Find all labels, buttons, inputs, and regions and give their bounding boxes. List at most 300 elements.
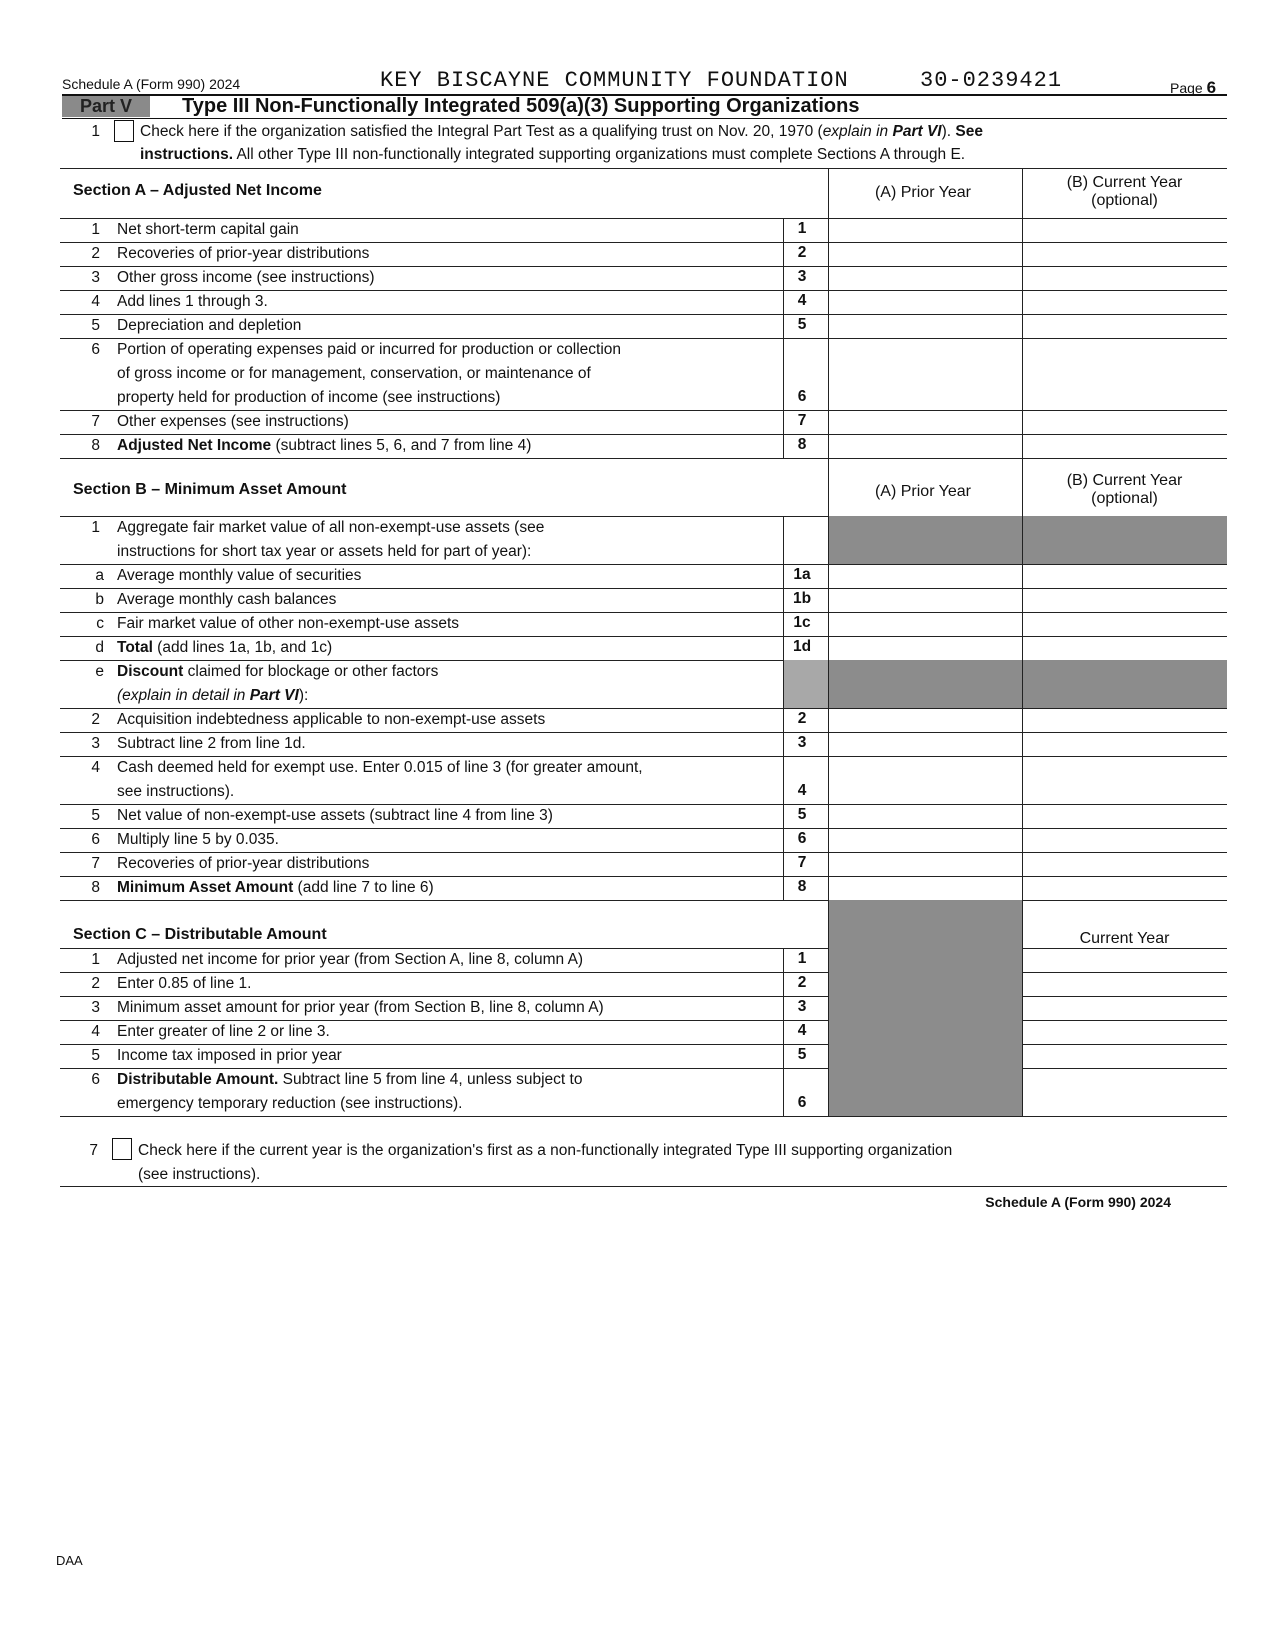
current-year-amount-field[interactable] <box>1024 339 1225 409</box>
section-a-row-text <box>117 293 268 311</box>
part-title: Type III Non-Functionally Integrated 509(a)(3) Supporting Organizations <box>182 95 860 117</box>
col-divider <box>1022 972 1023 996</box>
section-a-row-text <box>117 389 500 407</box>
section-c-col: Current Year <box>1079 930 1170 947</box>
current-year-amount-field[interactable] <box>1024 973 1225 995</box>
col-divider <box>828 242 829 266</box>
section-a-row-text <box>117 269 375 287</box>
col-b-optional: (optional) <box>1091 490 1158 507</box>
current-year-amount-field[interactable] <box>1024 411 1225 433</box>
section-b-row-segment: ): <box>298 687 309 704</box>
col-divider <box>783 972 784 996</box>
current-year-amount-field[interactable] <box>1024 757 1225 803</box>
col-divider <box>1022 660 1023 708</box>
section-a-col-a: (A) Prior Year <box>874 184 972 201</box>
col-divider <box>828 434 829 458</box>
prior-year-amount-field[interactable] <box>830 709 1020 731</box>
line-ref: 5 <box>797 806 807 823</box>
col-divider <box>828 1020 829 1044</box>
col-divider <box>783 828 784 852</box>
col-divider <box>783 1020 784 1044</box>
section-c-row-segment: Subtract line 5 from line 4, unless subject to <box>278 1071 583 1088</box>
prior-year-amount-field[interactable] <box>830 757 1020 803</box>
line-ref: 1b <box>792 590 812 607</box>
col-divider <box>1022 900 1023 948</box>
line-ref: 2 <box>797 244 807 261</box>
divider <box>60 168 1227 169</box>
col-divider <box>828 564 829 588</box>
current-year-amount-field[interactable] <box>1024 637 1225 659</box>
section-a-row-text <box>117 221 299 239</box>
current-year-amount-field[interactable] <box>1024 1069 1225 1115</box>
section-c-row-segment: Enter 0.85 of line 1. <box>117 975 252 992</box>
prior-year-amount-field[interactable] <box>830 243 1020 265</box>
current-year-amount-field[interactable] <box>1024 877 1225 899</box>
col-divider <box>783 660 784 708</box>
section-b-row-text <box>117 735 306 753</box>
section-a-row-segment: Depreciation and depletion <box>117 317 302 334</box>
shaded-cell <box>828 900 1022 948</box>
shaded-cell <box>828 972 1022 996</box>
line1-text-2 <box>140 146 965 164</box>
section-b-row-segment: Minimum Asset Amount <box>117 879 294 896</box>
line-ref: 1 <box>797 220 807 237</box>
col-divider <box>783 948 784 972</box>
prior-year-amount-field[interactable] <box>830 853 1020 875</box>
col-divider <box>1022 708 1023 732</box>
row-divider <box>60 458 1227 459</box>
section-a-row-segment: Adjusted Net Income <box>117 437 272 454</box>
col-divider <box>783 1068 784 1116</box>
col-divider <box>783 804 784 828</box>
section-c-row-segment: Enter greater of line 2 or line 3. <box>117 1023 330 1040</box>
col-divider <box>828 290 829 314</box>
section-b-row-text <box>117 591 336 609</box>
section-b-row-segment: Recoveries of prior-year distributions <box>117 855 370 872</box>
section-b-row-segment: Discount <box>117 663 184 680</box>
current-year-amount-field[interactable] <box>1024 853 1225 875</box>
current-year-amount-field[interactable] <box>1024 565 1225 587</box>
col-divider <box>783 242 784 266</box>
col-divider <box>1022 588 1023 612</box>
section-a-row-text <box>117 341 621 359</box>
section-b-row-text <box>117 543 531 561</box>
line-ref: 8 <box>797 436 807 453</box>
col-divider <box>828 168 829 218</box>
line-ref: 4 <box>797 292 807 309</box>
col-divider <box>828 1068 829 1116</box>
shaded-cell <box>1022 516 1227 564</box>
section-b-row-text <box>117 687 308 705</box>
line-ref: 5 <box>797 316 807 333</box>
section-a-row-segment: Other gross income (see instructions) <box>117 269 375 286</box>
line7-text-2: (see instructions). <box>138 1166 261 1183</box>
section-b-row-text <box>117 663 438 681</box>
col-divider <box>828 410 829 434</box>
line-ref: 1d <box>792 638 812 655</box>
line1-text-a: Check here if the organization satisfied the Integral Part Test as a qualifying trust on Nov. 20, 1970 ( <box>140 123 823 140</box>
col-divider <box>828 756 829 804</box>
col-divider <box>828 876 829 900</box>
current-year-amount-field[interactable] <box>1024 435 1225 457</box>
section-b-row-segment: Average monthly value of securities <box>117 567 362 584</box>
organization-name: KEY BISCAYNE COMMUNITY FOUNDATION <box>380 68 849 93</box>
section-b-row-text <box>117 759 643 777</box>
col-divider <box>828 612 829 636</box>
section-b-row-segment: Multiply line 5 by 0.035. <box>117 831 279 848</box>
page-label: Page <box>1170 80 1203 96</box>
line-number: 7 <box>91 855 100 872</box>
section-b-row-text <box>117 807 553 825</box>
section-b-row-segment: (add lines 1a, 1b, and 1c) <box>152 639 333 656</box>
col-divider <box>783 1044 784 1068</box>
line-ref: 4 <box>797 1022 807 1039</box>
line-number: b <box>95 591 104 608</box>
current-year-amount-field[interactable] <box>1024 219 1225 241</box>
section-b-row-segment: (add line 7 to line 6) <box>293 879 434 896</box>
shaded-cell <box>828 516 1022 564</box>
daa-label: DAA <box>56 1553 83 1568</box>
current-year-amount-field[interactable] <box>1024 1045 1225 1067</box>
prior-year-amount-field[interactable] <box>830 877 1020 899</box>
line-number: 4 <box>91 759 100 776</box>
section-a-row-segment: Recoveries of prior-year distributions <box>117 245 370 262</box>
section-b-col-a: (A) Prior Year <box>874 483 972 500</box>
col-b-optional: (optional) <box>1091 192 1158 209</box>
current-year-amount-field[interactable] <box>1024 805 1225 827</box>
col-divider <box>828 266 829 290</box>
col-divider <box>828 636 829 660</box>
current-year-amount-field[interactable] <box>1024 613 1225 635</box>
col-divider <box>1022 612 1023 636</box>
col-divider <box>828 458 829 516</box>
current-year-amount-field[interactable] <box>1024 1021 1225 1043</box>
section-b-row-text <box>117 711 545 729</box>
section-b-row-text <box>117 855 369 873</box>
section-b-row-text <box>117 783 234 801</box>
section-c-row-text <box>117 1023 330 1041</box>
section-c-row-segment: Income tax imposed in prior year <box>117 1047 342 1064</box>
section-a-title: Section A – Adjusted Net Income <box>73 182 322 199</box>
footer-form-label: Schedule A (Form 990) 2024 <box>985 1194 1171 1210</box>
line-number: 1 <box>91 951 100 968</box>
section-b-row-text <box>117 567 361 585</box>
shaded-cell <box>1022 660 1227 708</box>
current-year-amount-field[interactable] <box>1024 949 1225 971</box>
row-divider <box>60 1116 1227 1117</box>
line-number: 7 <box>91 413 100 430</box>
col-divider <box>828 588 829 612</box>
col-divider <box>1022 218 1023 242</box>
row-divider <box>60 900 1227 901</box>
section-b-row-segment: (explain in detail in <box>117 687 250 704</box>
current-year-amount-field[interactable] <box>1024 291 1225 313</box>
col-divider <box>783 434 784 458</box>
shaded-cell <box>783 660 828 708</box>
prior-year-amount-field[interactable] <box>830 291 1020 313</box>
line-number: 4 <box>91 1023 100 1040</box>
col-divider <box>783 410 784 434</box>
col-divider <box>783 218 784 242</box>
col-divider <box>1022 636 1023 660</box>
current-year-amount-field[interactable] <box>1024 267 1225 289</box>
section-a-row-segment: Add lines 1 through 3. <box>117 293 268 310</box>
section-b-row-segment: Part VI <box>249 687 299 704</box>
prior-year-amount-field[interactable] <box>830 315 1020 337</box>
line-ref: 8 <box>797 878 807 895</box>
shaded-cell <box>828 996 1022 1020</box>
col-divider <box>1022 1068 1023 1116</box>
line-ref: 3 <box>797 268 807 285</box>
line-number: 7 <box>89 1142 98 1159</box>
col-divider <box>828 516 829 564</box>
col-divider <box>1022 434 1023 458</box>
line1-text-b: All other Type III non-functionally integrated supporting organizations must complete Sections A through E. <box>233 146 966 163</box>
col-divider <box>783 588 784 612</box>
col-divider <box>783 564 784 588</box>
line-ref: 6 <box>797 830 807 847</box>
section-b-row-segment: Acquisition indebtedness applicable to non-exempt-use assets <box>117 711 546 728</box>
col-divider <box>783 612 784 636</box>
line-ref: 3 <box>797 734 807 751</box>
line-number: a <box>95 567 104 584</box>
col-divider <box>1022 756 1023 804</box>
section-c-title: Section C – Distributable Amount <box>73 926 327 943</box>
section-c-row-text <box>117 951 583 969</box>
line1-text-see: See <box>955 123 983 140</box>
shaded-cell <box>828 1044 1022 1068</box>
line-number: 2 <box>91 245 100 262</box>
line-ref: 4 <box>797 782 807 799</box>
section-b-row-segment: Total <box>117 639 153 656</box>
page-number-value: 6 <box>1206 78 1217 97</box>
line-number: 5 <box>91 807 100 824</box>
current-year-amount-field[interactable] <box>1024 315 1225 337</box>
section-c-row-text <box>117 999 604 1017</box>
section-c-row-text <box>117 1095 462 1113</box>
line-number: 6 <box>91 831 100 848</box>
prior-year-amount-field[interactable] <box>830 613 1020 635</box>
col-divider <box>1022 458 1023 516</box>
section-a-col-b <box>1022 174 1227 210</box>
col-divider <box>783 876 784 900</box>
current-year-amount-field[interactable] <box>1024 829 1225 851</box>
current-year-amount-field[interactable] <box>1024 709 1225 731</box>
line-number: c <box>96 615 104 632</box>
col-divider <box>1022 1044 1023 1068</box>
prior-year-amount-field[interactable] <box>830 829 1020 851</box>
line-number: 1 <box>91 123 100 140</box>
section-c-row-segment: Distributable Amount. <box>117 1071 279 1088</box>
shaded-cell <box>828 1020 1022 1044</box>
section-b-col-b <box>1022 472 1227 508</box>
form-label: Schedule A (Form 990) 2024 <box>62 76 241 92</box>
section-a-row-segment: Net short-term capital gain <box>117 221 299 238</box>
col-divider <box>1022 266 1023 290</box>
col-divider <box>783 266 784 290</box>
prior-year-amount-field[interactable] <box>830 267 1020 289</box>
section-b-row-text <box>117 879 434 897</box>
line-ref: 1c <box>793 614 811 631</box>
line-ref: 2 <box>797 974 807 991</box>
section-a-row-segment: Portion of operating expenses paid or incurred for production or collection <box>117 341 622 358</box>
col-divider <box>828 708 829 732</box>
line-number: d <box>95 639 104 656</box>
col-divider <box>828 852 829 876</box>
section-c-row-text <box>117 1047 342 1065</box>
current-year-amount-field[interactable] <box>1024 733 1225 755</box>
col-divider <box>828 972 829 996</box>
col-divider <box>1022 1020 1023 1044</box>
col-divider <box>783 996 784 1020</box>
shaded-cell <box>828 948 1022 972</box>
prior-year-amount-field[interactable] <box>830 435 1020 457</box>
col-divider <box>1022 168 1023 218</box>
section-c-row-segment: Adjusted net income for prior year (from Section A, line 8, column A) <box>117 951 584 968</box>
shaded-cell <box>828 660 1022 708</box>
section-b-row-text <box>117 831 279 849</box>
line1-text-end: ). <box>941 123 956 140</box>
section-a-row-text <box>117 245 369 263</box>
col-divider <box>783 516 784 564</box>
line-number: 8 <box>91 437 100 454</box>
line-number: 2 <box>91 975 100 992</box>
col-divider <box>783 338 784 410</box>
col-divider <box>828 218 829 242</box>
divider <box>60 1186 1227 1187</box>
section-c-row-text <box>117 1071 582 1089</box>
prior-year-amount-field[interactable] <box>830 733 1020 755</box>
prior-year-amount-field[interactable] <box>830 805 1020 827</box>
prior-year-amount-field[interactable] <box>830 589 1020 611</box>
col-divider <box>783 732 784 756</box>
section-b-row-segment: claimed for blockage or other factors <box>183 663 439 680</box>
prior-year-amount-field[interactable] <box>830 565 1020 587</box>
section-c-row-segment: emergency temporary reduction (see instructions). <box>117 1095 463 1112</box>
col-divider <box>783 636 784 660</box>
col-divider <box>1022 828 1023 852</box>
col-divider <box>828 900 829 948</box>
line-number: 3 <box>91 999 100 1016</box>
col-divider <box>1022 852 1023 876</box>
section-a-row-text <box>117 317 301 335</box>
col-b-title: (B) Current Year <box>1066 174 1183 191</box>
section-a-row-text <box>117 365 591 383</box>
section-b-row-segment: Average monthly cash balances <box>117 591 337 608</box>
section-b-row-segment: Subtract line 2 from line 1d. <box>117 735 306 752</box>
current-year-amount-field[interactable] <box>1024 997 1225 1019</box>
section-b-row-segment: instructions for short tax year or assets held for part of year): <box>117 543 532 560</box>
line-number: 3 <box>91 269 100 286</box>
col-divider <box>1022 564 1023 588</box>
prior-year-amount-field[interactable] <box>830 219 1020 241</box>
prior-year-amount-field[interactable] <box>830 339 1020 409</box>
line-ref: 5 <box>797 1046 807 1063</box>
section-b-row-segment: Cash deemed held for exempt use. Enter 0.015 of line 3 (for greater amount, <box>117 759 643 776</box>
line7-text: Check here if the current year is the organization's first as a non-functionally integrated Type III supporting organization <box>138 1142 953 1159</box>
line-number: 5 <box>91 1047 100 1064</box>
prior-year-amount-field[interactable] <box>830 637 1020 659</box>
col-divider <box>783 756 784 804</box>
col-divider <box>1022 948 1023 972</box>
col-divider <box>1022 338 1023 410</box>
col-divider <box>828 828 829 852</box>
section-b-row-text <box>117 615 459 633</box>
line-number: 3 <box>91 735 100 752</box>
line-number: 5 <box>91 317 100 334</box>
col-divider <box>783 852 784 876</box>
col-divider <box>783 708 784 732</box>
line-ref: 2 <box>797 710 807 727</box>
section-c-row-segment: Minimum asset amount for prior year (from Section B, line 8, column A) <box>117 999 604 1016</box>
line-number: 2 <box>91 711 100 728</box>
current-year-amount-field[interactable] <box>1024 589 1225 611</box>
col-divider <box>1022 314 1023 338</box>
col-divider <box>1022 876 1023 900</box>
col-divider <box>1022 516 1023 564</box>
col-divider <box>828 948 829 972</box>
col-divider <box>1022 410 1023 434</box>
col-divider <box>828 732 829 756</box>
current-year-amount-field[interactable] <box>1024 243 1225 265</box>
col-divider <box>1022 242 1023 266</box>
line-number: 4 <box>91 293 100 310</box>
col-divider <box>783 290 784 314</box>
section-a-row-text <box>117 437 531 455</box>
prior-year-amount-field[interactable] <box>830 411 1020 433</box>
line-number: 8 <box>91 879 100 896</box>
col-divider <box>828 660 829 708</box>
line-ref: 3 <box>797 998 807 1015</box>
ein: 30-0239421 <box>920 68 1063 93</box>
section-a-row-segment: of gross income or for management, conservation, or maintenance of <box>117 365 591 382</box>
line-ref: 6 <box>797 1094 807 1111</box>
col-divider <box>1022 996 1023 1020</box>
line1-text <box>140 123 983 141</box>
integral-part-test-checkbox[interactable] <box>114 120 134 142</box>
col-divider <box>828 996 829 1020</box>
section-a-row-text <box>117 413 349 431</box>
section-b-row-text <box>117 519 544 537</box>
section-c-row-text <box>117 975 251 993</box>
section-b-row-segment: Net value of non-exempt-use assets (subtract line 4 from line 3) <box>117 807 553 824</box>
col-b-title: (B) Current Year <box>1066 472 1183 489</box>
line-number: 1 <box>91 519 100 536</box>
col-divider <box>1022 290 1023 314</box>
line1-text-part: Part VI <box>892 123 942 140</box>
first-year-checkbox[interactable] <box>112 1138 132 1160</box>
section-a-row-segment: property held for production of income (see instructions) <box>117 389 501 406</box>
line-number: 6 <box>91 341 100 358</box>
col-divider <box>828 804 829 828</box>
part-label: Part V <box>62 96 150 117</box>
line1-text-em: explain in <box>822 123 893 140</box>
line-number: 6 <box>91 1071 100 1088</box>
section-b-row-segment: see instructions). <box>117 783 235 800</box>
line-ref: 1 <box>797 950 807 967</box>
section-b-row-segment: Aggregate fair market value of all non-exempt-use assets (see <box>117 519 545 536</box>
shaded-cell <box>828 1068 1022 1116</box>
line-ref: 6 <box>797 388 807 405</box>
line-ref: 1a <box>793 566 811 583</box>
line-number: e <box>95 663 104 680</box>
section-b-row-text <box>117 639 332 657</box>
line-ref: 7 <box>797 854 807 871</box>
section-b-title: Section B – Minimum Asset Amount <box>73 481 347 498</box>
col-divider <box>1022 732 1023 756</box>
col-divider <box>828 1044 829 1068</box>
section-b-row-segment: Fair market value of other non-exempt-use assets <box>117 615 460 632</box>
